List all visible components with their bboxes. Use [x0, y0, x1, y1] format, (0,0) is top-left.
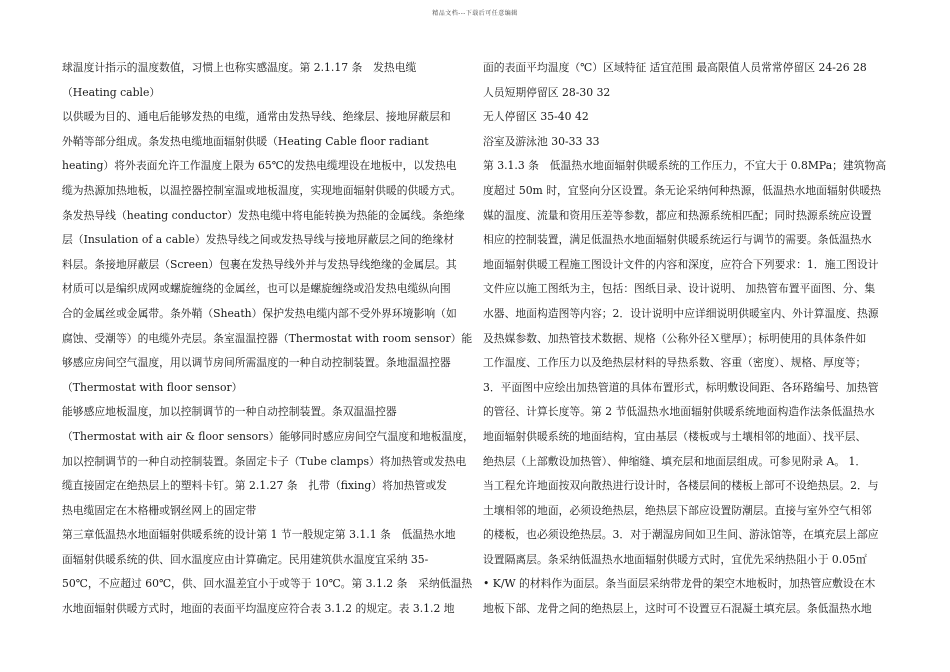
text-line: 能够感应地板温度，加以控制调节的一种自动控制装置。条双温温控器	[62, 405, 397, 419]
right-text-column	[483, 56, 895, 622]
text-line: 设置隔离层。条采纳低温热水地面辐射供暖方式时，宜优先采纳热阻小于 0.05㎡	[483, 552, 867, 566]
text-line: 土壤相邻的地面，必须设绝热层，绝热层下部应设置防潮层。直接与室外空气相邻	[483, 503, 872, 517]
text-line: 层（Insulation of a cable）发热导线之间或发热导线与接地屏蔽层之间的绝缘材	[62, 233, 455, 247]
text-line: 腐蚀、受潮等）的电缆外壳层。条室温温控器（Thermostat with room sensor）能	[62, 331, 473, 345]
text-line: heating）将外表面允许工作温度上限为 65℃的发热电缆埋设在地板中，以发热电	[62, 159, 457, 173]
text-line: 料层。条接地屏蔽层（Screen）包裹在发热导线外并与发热导线绝缘的金属层。其	[62, 257, 457, 271]
text-line: 相应的控制装置，满足低温热水地面辐射供暖系统运行与调节的需要。条低温热水	[483, 233, 872, 247]
text-line: 第三章低温热水地面辐射供暖系统的设计第 1 节一般规定第 3.1.1 条 低温热水地	[62, 528, 456, 542]
text-line: 文件应以施工图纸为主，包括：图纸目录、设计说明、 加热管布置平面图、分、集	[483, 282, 876, 296]
page-header-note: 精品文档---下载后可任意编辑	[432, 10, 518, 17]
text-line: 球温度计指示的温度数值，习惯上也称实感温度。第 2.1.17 条 发热电缆	[62, 61, 417, 74]
text-line: 条发热导线（heating conductor）发热电缆中将电能转换为热能的金属线。条绝缘	[62, 208, 465, 222]
text-line: 面的表面平均温度（℃）区域特征 适宜范围 最高限值人员常常停留区 24-26 28	[483, 61, 867, 74]
text-line: 外鞘等部分组成。条发热电缆地面辐射供暖（Heating Cable floor radiant	[62, 134, 429, 148]
text-line: 浴室及游泳池 30-33 33	[483, 134, 600, 148]
text-line: 3．平面图中应绘出加热管道的具体布置形式，标明敷设间距、各环路编号、加热管	[483, 380, 879, 394]
text-line: 及热媒参数、加热管技术数据、规格（公称外径Ｘ壁厚）；标明使用的具体条件如	[483, 331, 867, 345]
text-line: 无人停留区 35-40 42	[483, 110, 589, 124]
text-line: 地板下部、龙骨之间的绝热层上，这时可不设置豆石混凝土填充层。条低温热水地	[483, 602, 872, 616]
text-line: 地面辐射供暖工程施工图设计文件的内容和深度，应符合下列要求：1．施工图设计	[483, 257, 879, 271]
text-line: 缆直接固定在绝热层上的塑料卡钉。第 2.1.27 条 扎带（fixing）将加热管或发	[62, 479, 447, 493]
text-line: 人员短期停留区 28-30 32	[483, 85, 611, 99]
text-line: 地面辐射供暖系统的地面结构，宜由基层（楼板或与土壤相邻的地面）、找平层、	[483, 429, 867, 443]
text-line: （Heating cable）	[62, 85, 161, 99]
text-line: 当工程允许地面按双向散热进行设计时，各楼层间的楼板上部可不设绝热层。2．与	[483, 479, 879, 493]
text-line: 第 3.1.3 条 低温热水地面辐射供暖系统的工作压力，不宜大于 0.8MPa；建筑物高	[483, 159, 887, 173]
text-line: （Thermostat with floor sensor）	[62, 380, 243, 394]
left-text-column	[62, 56, 474, 622]
text-line: （Thermostat with air & floor sensors）能够同时感应房间空气温度和地板温度，	[62, 429, 474, 443]
text-line: 够感应房间空气温度，用以调节房间所需温度的一种自动控制装置。条地温温控器	[62, 356, 451, 370]
text-line: 加以控制调节的一种自动控制装置。条固定卡子（Tube clamps）将加热管或发热电	[62, 454, 467, 468]
text-line: 热电缆固定在木格栅或钢丝网上的固定带	[62, 503, 257, 517]
text-line: 的楼板，也必须设绝热层。3．对于潮湿房间如卫生间、游泳馆等，在填充层上部应	[483, 528, 879, 542]
text-line: 缆为热源加热地板，以温控器控制室温或地板温度，实现地面辐射供暖的供暖方式。	[62, 183, 462, 197]
text-line: 绝热层（上部敷设加热管）、伸缩缝、填充层和地面层组成。可参见附录 A。 1．	[483, 454, 867, 468]
text-line: 50℃，不应超过 60℃，供、回水温差宜小于或等于 10℃。第 3.1.2 条 采纳低温热	[62, 577, 473, 591]
text-line: 的管径、计算长度等。第 2 节低温热水地面辐射供暖系统地面构造作法条低温热水	[483, 405, 875, 419]
text-line: 以供暖为目的、通电后能够发热的电缆，通常由发热导线、绝缘层、接地屏蔽层和	[62, 110, 451, 124]
text-line: 材质可以是编织成网或螺旋缠绕的金属丝，也可以是螺旋缠绕或沿发热电缆纵向围	[62, 282, 451, 296]
text-line: 度超过 50m 时，宜竖向分区设置。条无论采纳何种热源，低温热水地面辐射供暖热	[483, 183, 881, 197]
text-line: 水器、地面构造图等内容；2．设计说明中应详细说明供暖室内、外计算温度、热源	[483, 306, 879, 320]
text-line: 面辐射供暖系统的供、回水温度应由计算确定。民用建筑供水温度宜采纳 35-	[62, 552, 429, 566]
text-line: 媒的温度、流量和资用压差等参数，都应和热源系统相匹配；同时热源系统应设置	[483, 208, 872, 222]
text-line: 合的金属丝或金属带。条外鞘（Sheath）保护发热电缆内部不受外界环境影响（如	[62, 306, 457, 320]
text-line: 水地面辐射供暖方式时，地面的表面平均温度应符合表 3.1.2 的规定。表 3.1.2 地	[62, 602, 455, 616]
text-line: • K/W 的材料作为面层。条当面层采纳带龙骨的架空木地板时，加热管应敷设在木	[483, 577, 876, 591]
text-line: 工作温度、工作压力以及绝热层材料的导热系数、容重（密度）、规格、厚度等；	[483, 356, 867, 370]
